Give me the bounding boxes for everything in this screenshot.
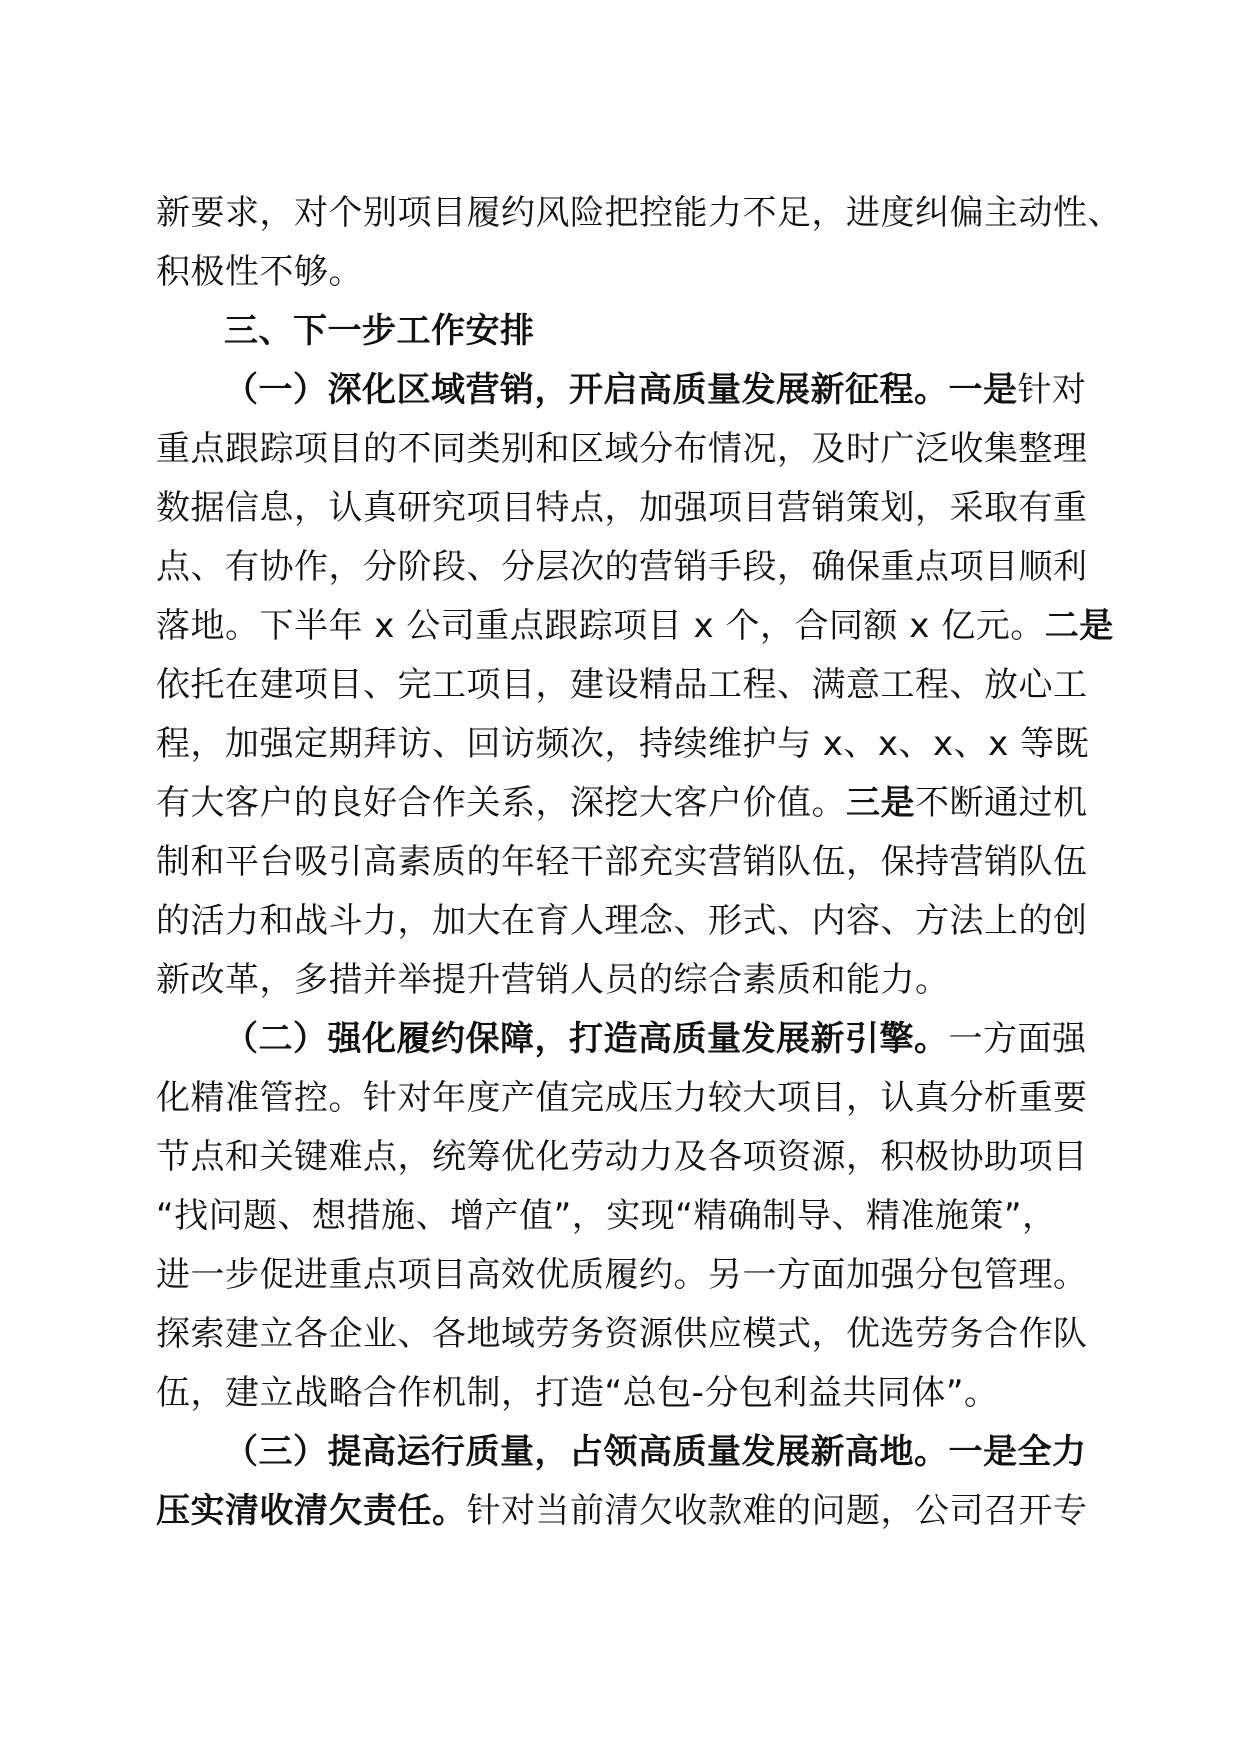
text-run: “找问题、想措施、增产值”，实现“精确制导、精准施策”， — [156, 1196, 1057, 1236]
text-line — [156, 361, 1087, 420]
text-run: 新改革，多措并举提升营销人员的综合素质和能力。 — [156, 960, 950, 1000]
text-run: 重点跟踪项目的不同类别和区域分布情况，及时广泛收集整理 — [156, 429, 1088, 469]
text-run: 新要求，对个别项目履约风险把控能力不足，进度纠偏主动性、 — [156, 193, 1122, 233]
text-run: 伍，建立战略合作机制，打造“总包-分包利益共同体”。 — [156, 1373, 999, 1413]
text-run: 程，加强定期拜访、回访频次，持续维护与 x、x、x、x 等既 — [156, 724, 1090, 764]
text-line — [156, 833, 1088, 892]
text-line — [156, 774, 1088, 833]
text-line — [156, 479, 1088, 538]
text-line — [156, 1305, 1088, 1364]
bold-text-run: （三）提高运行质量，占领高质量发展新高地。一是全力 — [224, 1432, 1087, 1472]
text-run: 针对当前清欠收款难的问题，公司召开专 — [466, 1491, 1088, 1531]
text-line — [156, 1246, 1088, 1305]
text-line — [156, 951, 1066, 1010]
text-line — [156, 1364, 1066, 1423]
text-line — [156, 538, 1088, 597]
text-line — [156, 656, 1088, 715]
text-run: 化精准管控。针对年度产值完成压力较大项目，认真分析重要 — [156, 1078, 1088, 1118]
document-body — [156, 184, 1122, 1541]
text-line — [156, 1010, 1087, 1069]
text-run: 依托在建项目、完工项目，建设精品工程、满意工程、放心工 — [156, 665, 1088, 705]
text-line — [156, 1187, 1066, 1246]
text-line — [156, 1069, 1088, 1128]
text-line — [156, 420, 1088, 479]
text-line — [156, 597, 1114, 656]
text-run: 针对 — [1017, 370, 1087, 410]
text-line — [156, 892, 1088, 951]
text-run: 不断通过机 — [915, 783, 1088, 823]
text-run: 的活力和战斗力，加大在育人理念、形式、内容、方法上的创 — [156, 901, 1088, 941]
text-line — [156, 1482, 1088, 1541]
bold-text-run: 二是 — [1044, 606, 1114, 646]
text-run: 有大客户的良好合作关系，深挖大客户价值。 — [156, 783, 846, 823]
text-run: 一方面强 — [948, 1019, 1087, 1059]
text-run: 进一步促进重点项目高效优质履约。另一方面加强分包管理。 — [156, 1255, 1088, 1295]
text-run: 积极性不够。 — [156, 252, 363, 292]
bold-text-run: 三、下一步工作安排 — [224, 311, 535, 351]
bold-text-run: 三是 — [846, 783, 915, 823]
text-run: 点、有协作，分阶段、分层次的营销手段，确保重点项目顺利 — [156, 547, 1088, 587]
bold-text-run: （二）强化履约保障，打造高质量发展新引擎。 — [224, 1019, 949, 1059]
text-line — [156, 715, 1090, 774]
text-run: 制和平台吸引高素质的年轻干部充实营销队伍，保持营销队伍 — [156, 842, 1088, 882]
text-line — [156, 184, 1122, 243]
text-run: 探索建立各企业、各地域劳务资源供应模式，优选劳务合作队 — [156, 1314, 1088, 1354]
text-line — [156, 1423, 1087, 1482]
bold-text-run: 压实清收清欠责任。 — [156, 1491, 467, 1531]
text-run: 数据信息，认真研究项目特点，加强项目营销策划，采取有重 — [156, 488, 1088, 528]
text-line — [156, 302, 1066, 361]
text-run: 落地。下半年 x 公司重点跟踪项目 x 个，合同额 x 亿元。 — [156, 606, 1045, 646]
text-line — [156, 1128, 1088, 1187]
text-run: 节点和关键难点，统筹优化劳动力及各项资源，积极协助项目 — [156, 1137, 1088, 1177]
bold-text-run: （一）深化区域营销，开启高质量发展新征程。一是 — [224, 370, 1018, 410]
text-line — [156, 243, 1066, 302]
